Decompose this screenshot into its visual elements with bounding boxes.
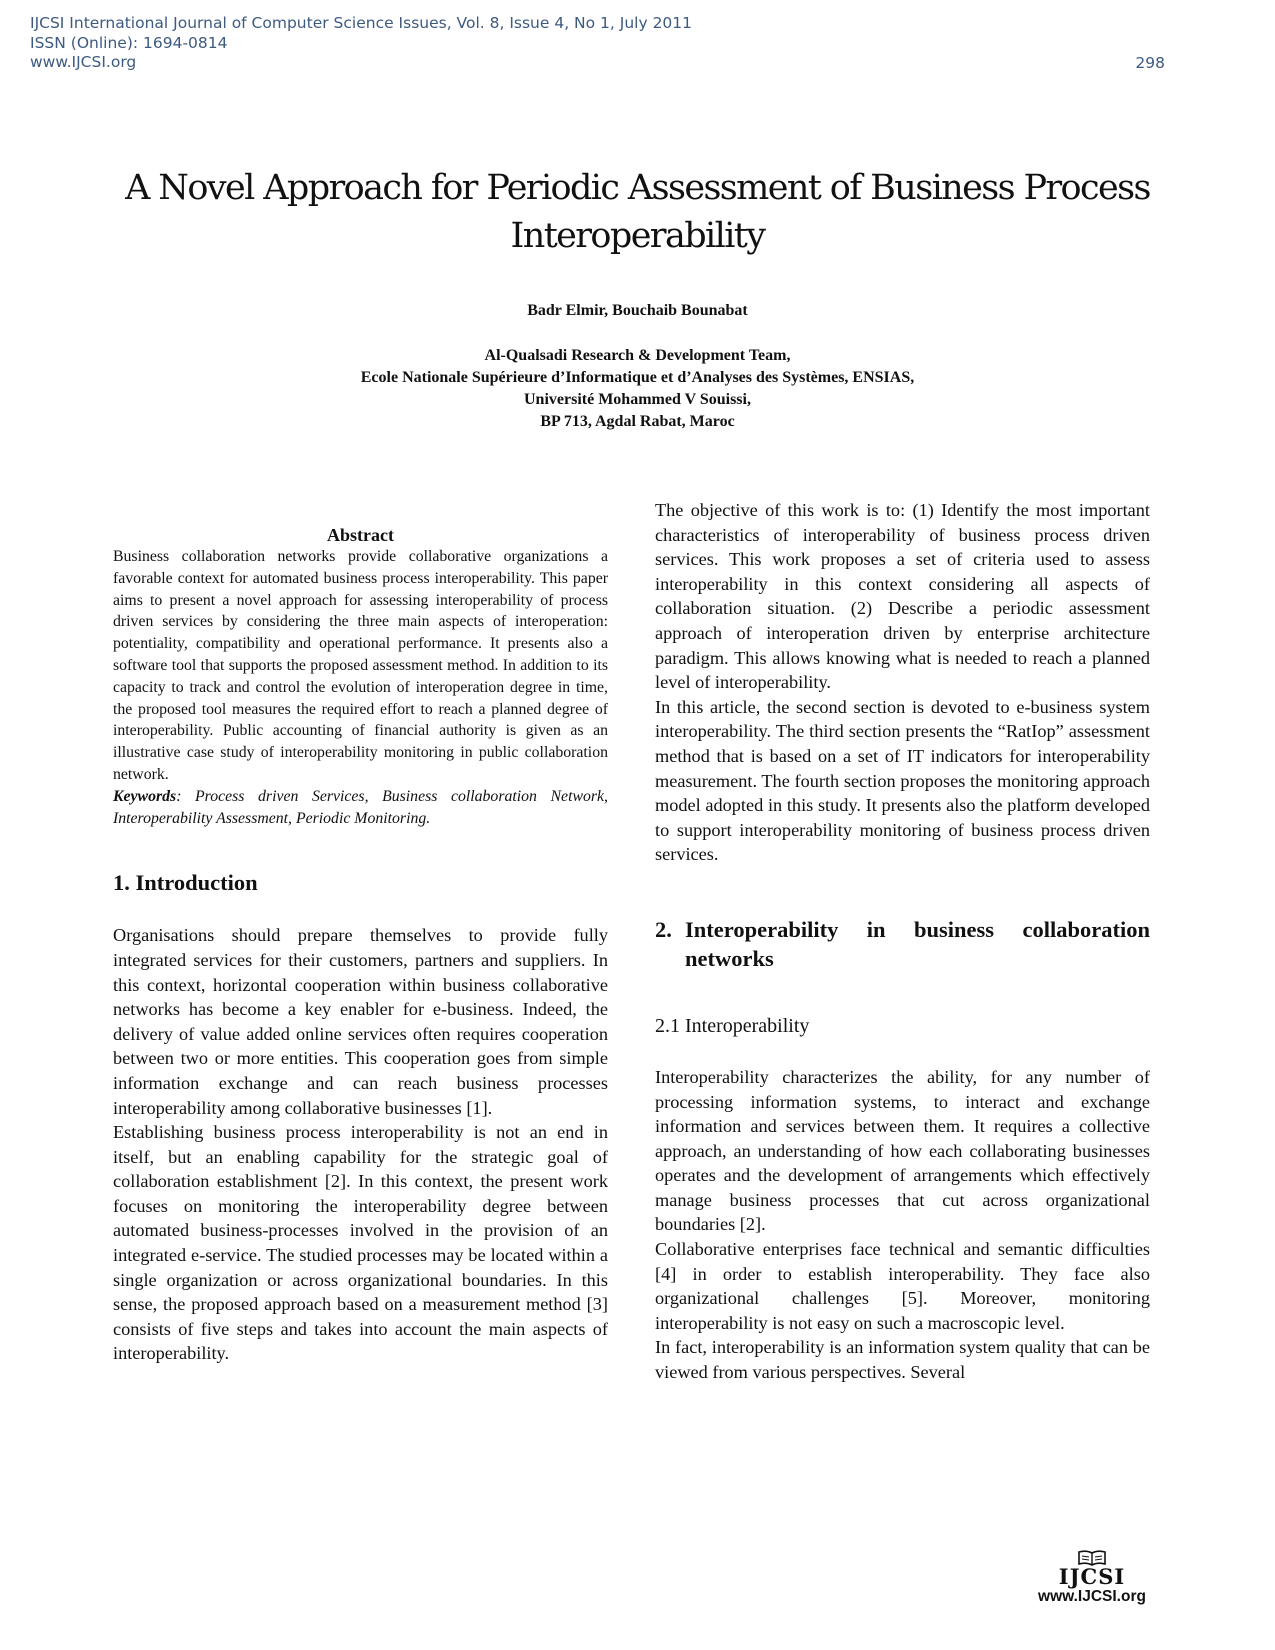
interop-paragraph-3: In fact, interoperability is an information system quality that can be viewed from various perspectives. Several	[655, 1337, 1150, 1383]
abstract-text: Business collaboration networks provide collaborative organizations a favorable context for automated business process interoperability. This paper aims to present a novel approach for assessing interoperability of process driven services by considering the three main aspects of interoperation: potentiality, compatibility and operational performance. It presents also a software tool that supports the proposed assessment method. In addition to its capacity to track and control the evolution of interoperation degree in time, the proposed tool measures the required effort to reach a planned degree of interoperability. Public accounting of financial authority is given as an illustrative case study of interoperability monitoring in public collaboration network.	[113, 548, 608, 783]
section-2-title: Interoperability in business collaboration networks	[685, 916, 1150, 971]
affiliation-line: BP 713, Agdal Rabat, Maroc	[540, 413, 735, 430]
journal-url-line: www.IJCSI.org	[30, 53, 137, 71]
left-column	[113, 524, 608, 1366]
affiliation-line: Ecole Nationale Supérieure d’Informatique et d’Analyses des Systèmes, ENSIAS,	[360, 369, 915, 386]
outline-paragraph: In this article, the second section is devoted to e-business system interoperability. The third section presents the “RatIop” assessment method that is based on a set of IT indicators for interoperability measurement. The fourth section proposes the monitoring approach model adopted in this study. It presents also the platform developed to support interoperability monitoring of business process driven services.	[655, 696, 1150, 865]
section-2-heading	[655, 915, 1150, 973]
intro-paragraph-1: Organisations should prepare themselves to provide fully integrated services for their customers, partners and suppliers. In this context, horizontal cooperation within business collaborative networks has become a key enabler for e-business. Indeed, the delivery of value added online services often requires cooperation between two or more entities. This cooperation goes from simple information exchange and can reach business processes interoperability among collaborative businesses [1].	[113, 925, 608, 1118]
keywords	[113, 786, 608, 830]
ijcsi-logo	[1027, 1549, 1157, 1606]
interop-paragraph-2: Collaborative enterprises face technical and semantic difficulties [4] in order to establish interoperability. They face also organizational challenges [5]. Moreover, monitoring interoperability is not easy on such a macroscopic level.	[655, 1239, 1150, 1333]
affiliation	[0, 345, 1275, 433]
right-column	[655, 498, 1150, 1385]
logo-name: IJCSI	[1058, 1564, 1126, 1589]
subsection-2-1-heading: 2.1 Interoperability	[655, 1014, 810, 1037]
affiliation-line: Université Mohammed V Souissi,	[524, 391, 751, 408]
authors: Badr Elmir, Bouchaib Bounabat	[527, 302, 748, 319]
paper-title	[100, 164, 1175, 260]
title-line-2: Interoperability	[510, 216, 765, 256]
journal-header	[30, 14, 692, 73]
journal-title-line: IJCSI International Journal of Computer Science Issues, Vol. 8, Issue 4, No 1, July 2011	[30, 14, 693, 32]
keywords-text: : Process driven Services, Business collaboration Network, Interoperability Assessment, Periodic Monitoring.	[113, 787, 608, 827]
intro-paragraph-2: Establishing business process interoperability is not an end in itself, but an enabling capability for the strategic goal of collaboration establishment [2]. In this context, the present work focuses on monitoring the interoperability degree between automated business-processes involved in the provision of an integrated e-service. The studied processes may be located within a single organization or across organizational boundaries. In this sense, the proposed approach based on a measurement method [3] consists of five steps and takes into account the main aspects of interoperability.	[113, 1122, 608, 1364]
logo-url: www.IJCSI.org	[1038, 1588, 1146, 1605]
interop-paragraph-1: Interoperability characterizes the ability, for any number of processing information systems, to interact and exchange information and services between them. It requires a collective approach, an understanding of how each collaborating businesses operates and the development of arrangements which effectively manage business processes that cut across organizational boundaries [2].	[655, 1066, 1150, 1235]
issn-line: ISSN (Online): 1694-0814	[30, 33, 228, 52]
affiliation-line: Al-Qualsadi Research & Development Team,	[484, 347, 791, 364]
section-1-heading: 1. Introduction	[113, 870, 258, 896]
page-number: 298	[1135, 54, 1165, 72]
keywords-label: Keywords	[113, 787, 177, 805]
abstract-heading: Abstract	[327, 525, 394, 545]
section-2-number: 2.	[655, 916, 672, 942]
title-line-1: A Novel Approach for Periodic Assessment of Business Process	[125, 168, 1150, 208]
objective-paragraph: The objective of this work is to: (1) Identify the most important characteristics of interoperability of business process driven services. This work proposes a set of criteria used to assess interoperability in this context considering all aspects of collaboration situation. (2) Describe a periodic assessment approach of interoperation driven by enterprise architecture paradigm. This allows knowing what is needed to reach a planned level of interoperability.	[655, 500, 1150, 693]
